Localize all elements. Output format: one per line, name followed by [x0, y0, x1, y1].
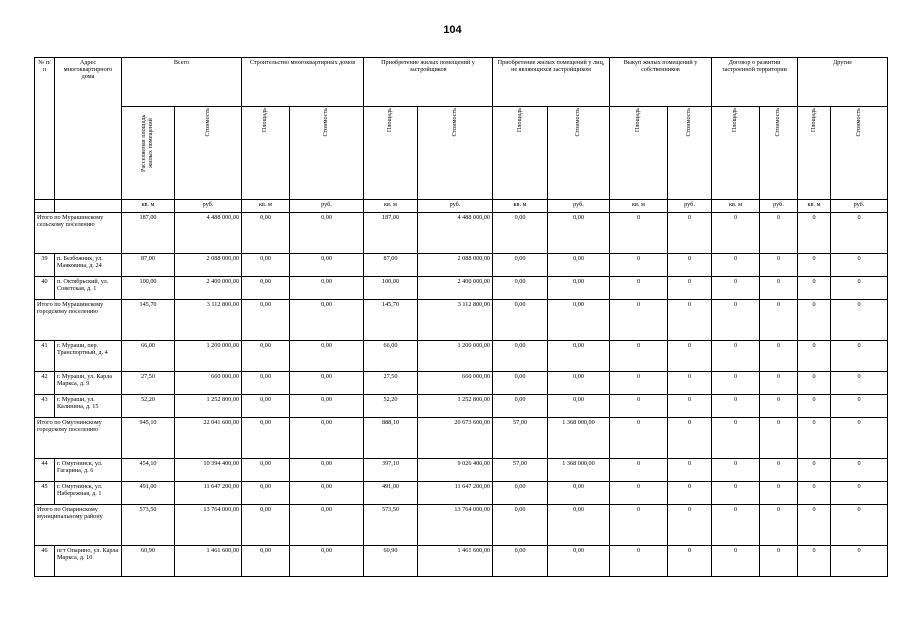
- value-cell: 0: [831, 300, 888, 341]
- table-row: [35, 482, 888, 505]
- value-cell: 0: [831, 254, 888, 277]
- value-cell: 0: [831, 459, 888, 482]
- value-cell: 60,90: [364, 546, 418, 577]
- subheader-area: Площадь: [493, 107, 548, 200]
- value-cell: 0: [798, 254, 831, 277]
- value-cell: 66,00: [122, 341, 175, 372]
- value-cell: 0,00: [242, 395, 290, 418]
- value-cell: 0,00: [290, 459, 364, 482]
- value-cell: 0: [760, 254, 798, 277]
- table-row: [35, 341, 888, 372]
- value-cell: 0,00: [290, 372, 364, 395]
- row-address: г. Мураши, ул. Карла Маркса, д. 9: [55, 372, 122, 395]
- value-cell: 0: [610, 459, 668, 482]
- value-cell: 0,00: [493, 254, 548, 277]
- value-cell: 0: [668, 277, 712, 300]
- row-address: г. Омутнинск, ул. Набережная, д. 1: [55, 482, 122, 505]
- value-cell: 0,00: [242, 482, 290, 505]
- header-other: Другие: [798, 58, 888, 107]
- row-number: 45: [35, 482, 55, 505]
- value-cell: 660 000,00: [175, 372, 242, 395]
- value-cell: 0: [712, 213, 760, 254]
- table-row: [35, 395, 888, 418]
- value-cell: 22 041 600,00: [175, 418, 242, 459]
- row-address: п. Безбожник, ул. Маяковина, д. 24: [55, 254, 122, 277]
- value-cell: 397,10: [364, 459, 418, 482]
- value-cell: 1 252 800,00: [175, 395, 242, 418]
- value-cell: 52,20: [122, 395, 175, 418]
- row-address: п. Октябрьский, ул. Советская, д. 1: [55, 277, 122, 300]
- subheader-area: Площадь: [798, 107, 831, 200]
- value-cell: 0,00: [548, 254, 610, 277]
- value-cell: 0,00: [493, 372, 548, 395]
- value-cell: 27,50: [122, 372, 175, 395]
- subheader-cost: Стоимость: [290, 107, 364, 200]
- subheader-area: Площадь: [712, 107, 760, 200]
- value-cell: 0,00: [290, 213, 364, 254]
- unit-cell: кв. м: [798, 200, 831, 213]
- value-cell: 0: [831, 213, 888, 254]
- value-cell: 66,00: [364, 341, 418, 372]
- value-cell: 0: [712, 341, 760, 372]
- value-cell: 2 400 000,00: [418, 277, 493, 300]
- header-purchase-other: Приобретение жилых помещений у лиц, не являющихся застройщиком: [493, 58, 610, 107]
- value-cell: 0: [831, 418, 888, 459]
- value-cell: 0: [831, 395, 888, 418]
- value-cell: 0: [798, 482, 831, 505]
- value-cell: 0,00: [290, 505, 364, 546]
- page-number: 104: [443, 24, 462, 36]
- value-cell: 491,00: [364, 482, 418, 505]
- row-number: 42: [35, 372, 55, 395]
- value-cell: 1 368 000,00: [548, 418, 610, 459]
- value-cell: 660 000,00: [418, 372, 493, 395]
- value-cell: 0: [798, 300, 831, 341]
- value-cell: 100,00: [122, 277, 175, 300]
- unit-cell: руб.: [290, 200, 364, 213]
- value-cell: 0: [798, 277, 831, 300]
- table-row: [35, 546, 888, 577]
- value-cell: 0: [712, 395, 760, 418]
- value-cell: 0,00: [242, 505, 290, 546]
- subheader-cost: Стоимость: [175, 107, 242, 200]
- value-cell: 0: [798, 341, 831, 372]
- row-number: 44: [35, 459, 55, 482]
- value-cell: 0: [831, 546, 888, 577]
- value-cell: 0: [760, 459, 798, 482]
- subheader-row: [35, 107, 888, 200]
- value-cell: 11 647 200,00: [418, 482, 493, 505]
- subheader-cost: Стоимость: [831, 107, 888, 200]
- value-cell: 0,00: [493, 277, 548, 300]
- value-cell: 0: [712, 459, 760, 482]
- value-cell: 0: [712, 546, 760, 577]
- subheader-cost: Стоимость: [760, 107, 798, 200]
- value-cell: 0: [610, 546, 668, 577]
- subheader-area-resettled: Расселяемая площадь жилых помещений: [122, 107, 175, 200]
- value-cell: 0,00: [290, 300, 364, 341]
- value-cell: 100,00: [364, 277, 418, 300]
- value-cell: 1 200 000,00: [418, 341, 493, 372]
- value-cell: 0: [831, 277, 888, 300]
- value-cell: 945,10: [122, 418, 175, 459]
- table-row: [35, 372, 888, 395]
- value-cell: 0: [712, 300, 760, 341]
- value-cell: 0,00: [290, 341, 364, 372]
- value-cell: 0: [760, 546, 798, 577]
- value-cell: 491,00: [122, 482, 175, 505]
- value-cell: 0: [831, 372, 888, 395]
- header-buyout: Выкуп жилых помещений у собственников: [610, 58, 712, 107]
- value-cell: 0,00: [290, 546, 364, 577]
- value-cell: 0,00: [548, 395, 610, 418]
- header-development: Договор о развитии застроенной территории: [712, 58, 798, 107]
- value-cell: 1 200 000,00: [175, 341, 242, 372]
- value-cell: 60,90: [122, 546, 175, 577]
- row-address: г. Омутнинск, ул. Гагарина, д. 6: [55, 459, 122, 482]
- value-cell: 2 088 000,00: [418, 254, 493, 277]
- value-cell: 0,00: [493, 395, 548, 418]
- value-cell: 1 252 800,00: [418, 395, 493, 418]
- value-cell: 0: [610, 482, 668, 505]
- value-cell: 0: [610, 277, 668, 300]
- value-cell: 0: [610, 300, 668, 341]
- value-cell: 0: [712, 277, 760, 300]
- value-cell: 0: [798, 213, 831, 254]
- value-cell: 1 461 600,00: [418, 546, 493, 577]
- value-cell: 11 647 200,00: [175, 482, 242, 505]
- subtotal-row: [35, 418, 888, 459]
- header-total: Всего: [122, 58, 242, 107]
- row-address: пгт Опарино, ул. Карла Маркса, д. 10: [55, 546, 122, 577]
- unit-cell: руб.: [760, 200, 798, 213]
- value-cell: 0: [668, 395, 712, 418]
- value-cell: 3 112 800,00: [418, 300, 493, 341]
- value-cell: 0: [831, 505, 888, 546]
- value-cell: 888,10: [364, 418, 418, 459]
- value-cell: 0,00: [242, 546, 290, 577]
- value-cell: 10 394 400,00: [175, 459, 242, 482]
- value-cell: 4 488 000,00: [175, 213, 242, 254]
- table-body: [35, 213, 888, 577]
- value-cell: 0: [712, 418, 760, 459]
- unit-cell: руб.: [548, 200, 610, 213]
- value-cell: 0: [831, 341, 888, 372]
- unit-cell: руб.: [668, 200, 712, 213]
- value-cell: 145,70: [122, 300, 175, 341]
- value-cell: 0: [760, 372, 798, 395]
- value-cell: 87,00: [122, 254, 175, 277]
- subheader-cost: Стоимость: [668, 107, 712, 200]
- unit-cell: руб.: [418, 200, 493, 213]
- table-row: [35, 254, 888, 277]
- header-address: Адрес многоквартирного дома: [55, 58, 122, 200]
- value-cell: 0: [610, 505, 668, 546]
- value-cell: 27,50: [364, 372, 418, 395]
- value-cell: 0,00: [493, 213, 548, 254]
- value-cell: 0: [668, 213, 712, 254]
- value-cell: 0: [760, 277, 798, 300]
- value-cell: 0,00: [548, 546, 610, 577]
- row-number: 41: [35, 341, 55, 372]
- value-cell: 0: [798, 459, 831, 482]
- value-cell: 0: [760, 213, 798, 254]
- value-cell: 0,00: [493, 546, 548, 577]
- value-cell: 0: [760, 300, 798, 341]
- subheader-cost: Стоимость: [548, 107, 610, 200]
- value-cell: 0: [610, 254, 668, 277]
- value-cell: 0: [668, 546, 712, 577]
- value-cell: 20 673 600,00: [418, 418, 493, 459]
- subheader-area: Площадь: [610, 107, 668, 200]
- unit-cell: кв. м: [364, 200, 418, 213]
- value-cell: 87,00: [364, 254, 418, 277]
- value-cell: 0: [760, 482, 798, 505]
- value-cell: 0,00: [242, 277, 290, 300]
- value-cell: 0,00: [493, 300, 548, 341]
- value-cell: 0,00: [242, 372, 290, 395]
- value-cell: 0,00: [242, 341, 290, 372]
- value-cell: 0: [798, 418, 831, 459]
- value-cell: 0: [668, 341, 712, 372]
- value-cell: 57,00: [493, 418, 548, 459]
- value-cell: 0,00: [242, 418, 290, 459]
- value-cell: 0: [668, 459, 712, 482]
- unit-cell: кв. м: [712, 200, 760, 213]
- subtotal-label: Итого по Мурашинскому сельскому поселению: [35, 213, 122, 254]
- unit-cell: руб.: [175, 200, 242, 213]
- value-cell: 0: [668, 254, 712, 277]
- value-cell: 0: [798, 505, 831, 546]
- value-cell: 0,00: [548, 213, 610, 254]
- row-address: г. Мураши, ул. Калинина, д. 15: [55, 395, 122, 418]
- value-cell: 0,00: [548, 482, 610, 505]
- value-cell: 0: [760, 395, 798, 418]
- value-cell: 0: [668, 372, 712, 395]
- value-cell: 0: [760, 341, 798, 372]
- value-cell: 0,00: [290, 395, 364, 418]
- value-cell: 0: [668, 300, 712, 341]
- value-cell: 0: [712, 254, 760, 277]
- value-cell: 0: [798, 395, 831, 418]
- value-cell: 57,00: [493, 459, 548, 482]
- unit-cell: кв. м: [610, 200, 668, 213]
- value-cell: 0: [831, 482, 888, 505]
- value-cell: 0: [610, 395, 668, 418]
- subtotal-label: Итого по Омутнинскому городскому поселению: [35, 418, 122, 459]
- unit-cell: кв. м: [493, 200, 548, 213]
- row-number: 46: [35, 546, 55, 577]
- subheader-area: Площадь: [364, 107, 418, 200]
- value-cell: 4 488 000,00: [418, 213, 493, 254]
- value-cell: 0,00: [242, 459, 290, 482]
- header-num: № п/п: [35, 58, 55, 200]
- value-cell: 13 764 000,00: [418, 505, 493, 546]
- subtotal-label: Итого по Мурашинскому городскому поселению: [35, 300, 122, 341]
- header-row: [35, 58, 888, 107]
- value-cell: 0,00: [493, 505, 548, 546]
- header-purchase-developers: Приобретение жилых помещений у застройщиков: [364, 58, 493, 107]
- table-row: [35, 459, 888, 482]
- value-cell: 0: [798, 372, 831, 395]
- value-cell: 0,00: [548, 505, 610, 546]
- value-cell: 3 112 800,00: [175, 300, 242, 341]
- header-construction: Строительство многоквартирных домов: [242, 58, 364, 107]
- unit-cell: руб.: [831, 200, 888, 213]
- value-cell: 0,00: [548, 372, 610, 395]
- value-cell: 187,00: [122, 213, 175, 254]
- value-cell: 0: [668, 482, 712, 505]
- value-cell: 0,00: [242, 213, 290, 254]
- value-cell: 0,00: [548, 277, 610, 300]
- row-number: 40: [35, 277, 55, 300]
- value-cell: 9 026 400,00: [418, 459, 493, 482]
- unit-cell: кв. м: [122, 200, 175, 213]
- units-row: [35, 200, 888, 213]
- value-cell: 0: [712, 372, 760, 395]
- value-cell: 187,00: [364, 213, 418, 254]
- value-cell: 0,00: [290, 482, 364, 505]
- value-cell: 1 461 600,00: [175, 546, 242, 577]
- value-cell: 0: [610, 213, 668, 254]
- value-cell: 573,50: [364, 505, 418, 546]
- value-cell: 0: [668, 418, 712, 459]
- value-cell: 0: [760, 505, 798, 546]
- row-number: 43: [35, 395, 55, 418]
- row-address: г. Мураши, пер. Транспортный, д. 4: [55, 341, 122, 372]
- value-cell: 0: [760, 418, 798, 459]
- subtotal-row: [35, 505, 888, 546]
- value-cell: 52,20: [364, 395, 418, 418]
- subheader-area: Площадь: [242, 107, 290, 200]
- value-cell: 0,00: [290, 418, 364, 459]
- value-cell: 0,00: [493, 482, 548, 505]
- value-cell: 0: [712, 482, 760, 505]
- value-cell: 0: [798, 546, 831, 577]
- value-cell: 0,00: [290, 254, 364, 277]
- subheader-cost: Стоимость: [418, 107, 493, 200]
- value-cell: 573,50: [122, 505, 175, 546]
- value-cell: 2 088 000,00: [175, 254, 242, 277]
- value-cell: 0,00: [548, 300, 610, 341]
- value-cell: 0,00: [493, 341, 548, 372]
- value-cell: 0: [610, 418, 668, 459]
- value-cell: 0,00: [242, 254, 290, 277]
- row-number: 39: [35, 254, 55, 277]
- value-cell: 0,00: [290, 277, 364, 300]
- value-cell: 0: [668, 505, 712, 546]
- value-cell: 0: [610, 341, 668, 372]
- value-cell: 1 368 000,00: [548, 459, 610, 482]
- value-cell: 454,10: [122, 459, 175, 482]
- subtotal-row: [35, 213, 888, 254]
- value-cell: 2 400 000,00: [175, 277, 242, 300]
- resettlement-table: [34, 57, 888, 577]
- unit-cell: кв. м: [242, 200, 290, 213]
- value-cell: 0: [712, 505, 760, 546]
- value-cell: 145,70: [364, 300, 418, 341]
- subtotal-row: [35, 300, 888, 341]
- value-cell: 0: [610, 372, 668, 395]
- value-cell: 0,00: [548, 341, 610, 372]
- subtotal-label: Итого по Опаринскому муниципальному району: [35, 505, 122, 546]
- value-cell: 13 764 000,00: [175, 505, 242, 546]
- value-cell: 0,00: [242, 300, 290, 341]
- table-row: [35, 277, 888, 300]
